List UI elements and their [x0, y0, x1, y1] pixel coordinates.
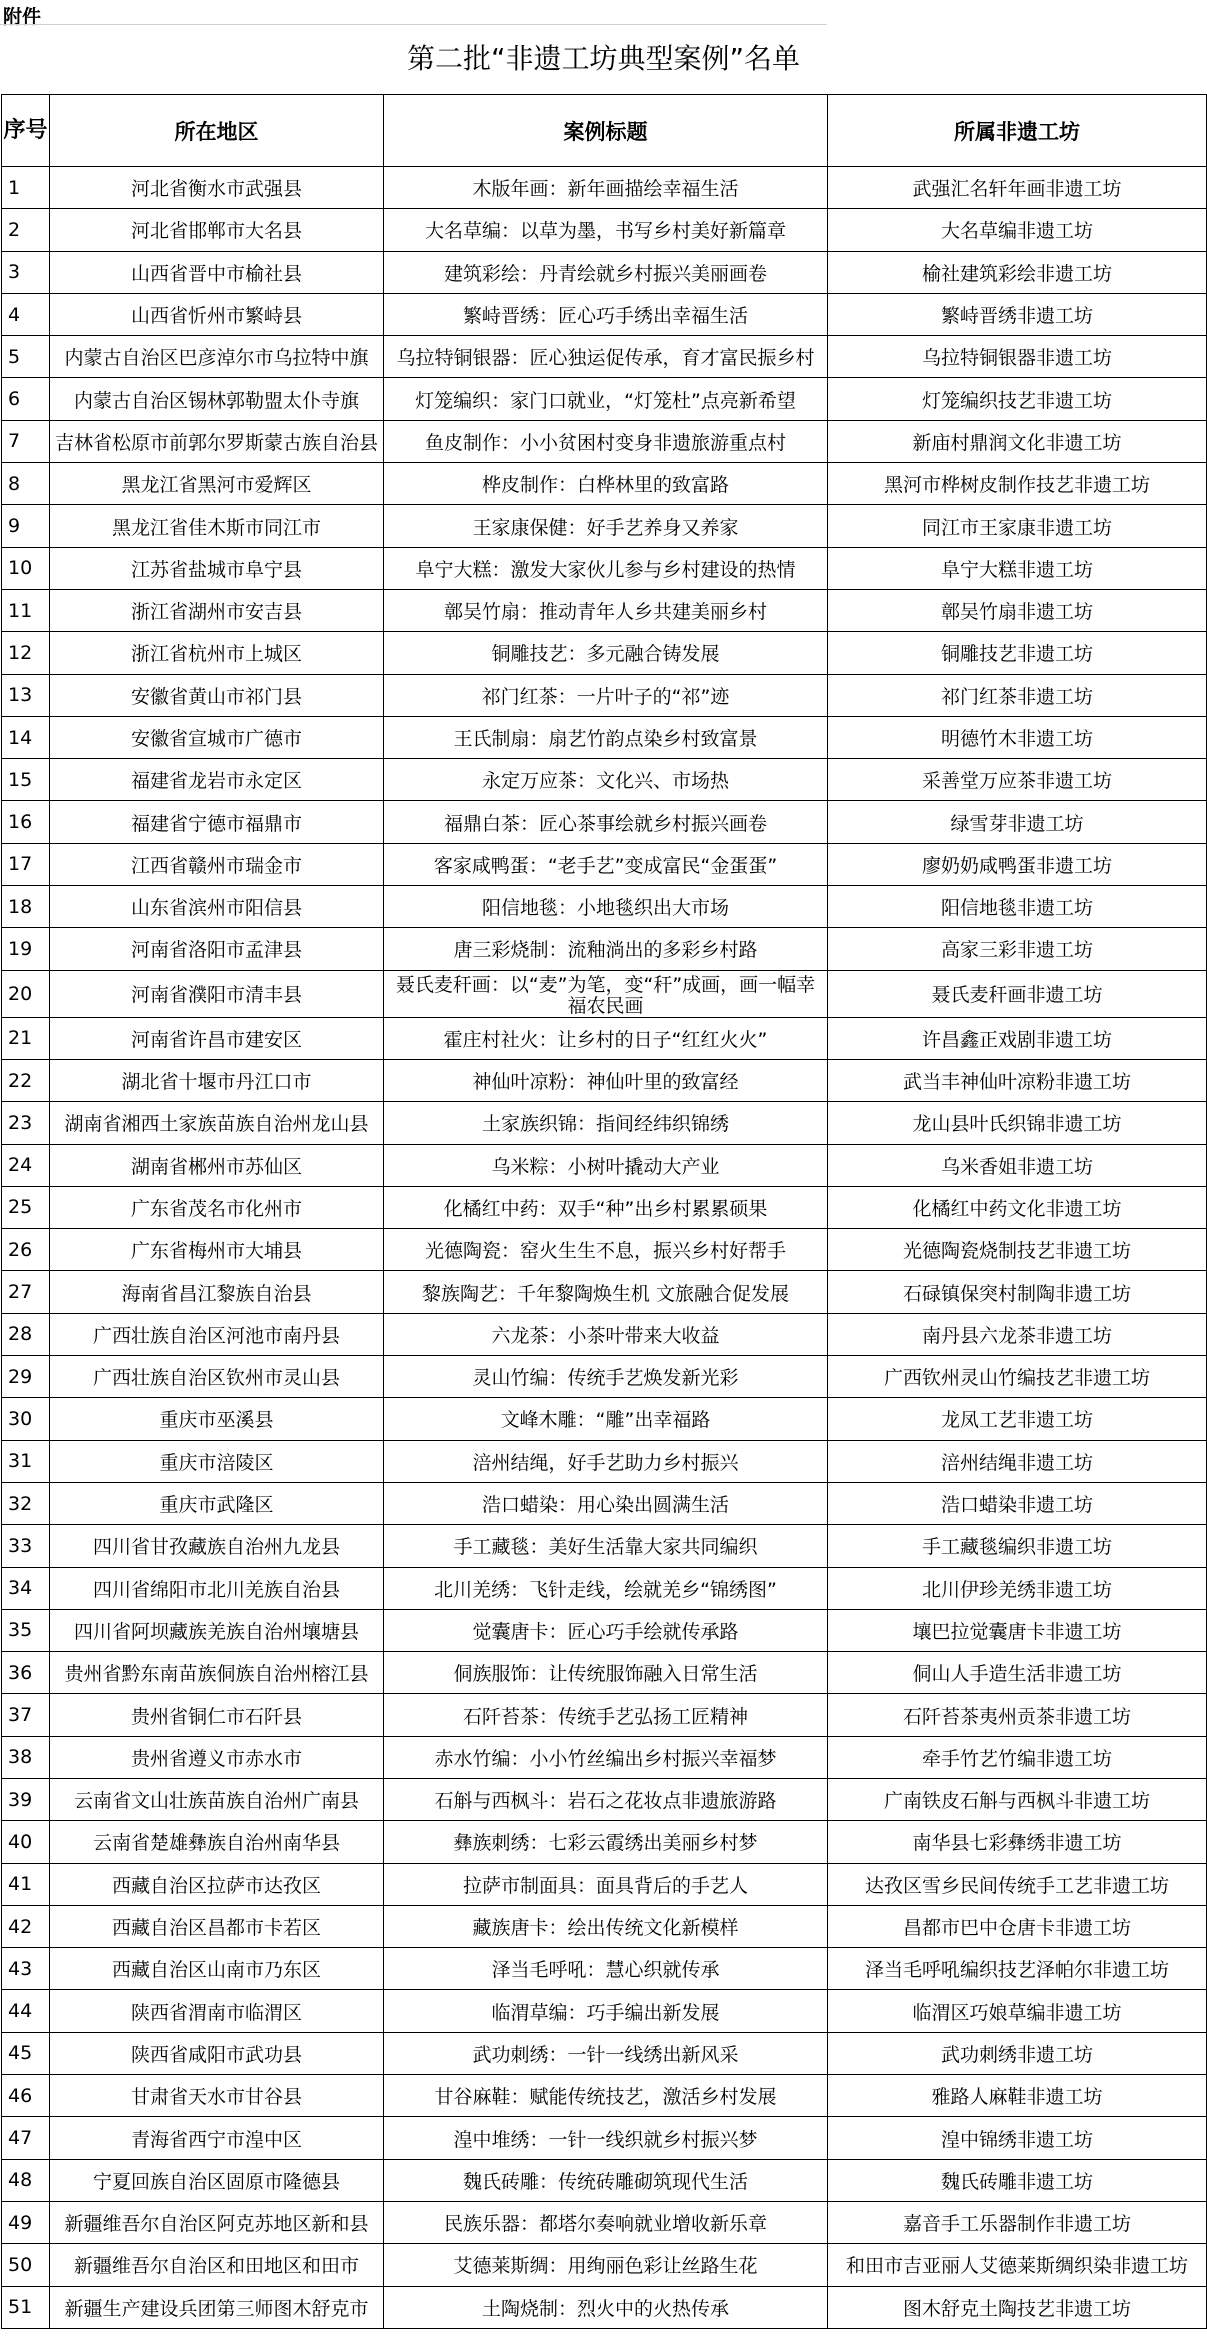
- workshop-cell: 武强汇名轩年画非遗工坊: [828, 167, 1207, 209]
- case-title-cell: 客家咸鸭蛋：“老手艺”变成富民“金蛋蛋”: [384, 843, 828, 885]
- column-header-case-title: 案例标题: [384, 95, 828, 167]
- region-cell: 山东省滨州市阳信县: [50, 886, 384, 928]
- table-row: [2, 1948, 1207, 1990]
- row-number: 34: [2, 1567, 50, 1609]
- region-cell: 重庆市武隆区: [50, 1482, 384, 1524]
- row-number: 2: [2, 209, 50, 251]
- table-row: [2, 1059, 1207, 1101]
- region-cell: 陕西省咸阳市武功县: [50, 2032, 384, 2074]
- case-title-cell: 拉萨市制面具：面具背后的手艺人: [384, 1863, 828, 1905]
- table-row: [2, 336, 1207, 378]
- workshop-cell: 壤巴拉觉囊唐卡非遗工坊: [828, 1609, 1207, 1651]
- case-title-cell: 石阡苔茶：传统手艺弘扬工匠精神: [384, 1694, 828, 1736]
- workshop-cell: 泽当毛呼吼编织技艺泽帕尔非遗工坊: [828, 1948, 1207, 1990]
- region-cell: 广东省梅州市大埔县: [50, 1229, 384, 1271]
- case-title-cell: 王家康保健：好手艺养身又养家: [384, 505, 828, 547]
- column-header-workshop: 所属非遗工坊: [828, 95, 1207, 167]
- case-title-cell: 灵山竹编：传统手艺焕发新光彩: [384, 1356, 828, 1398]
- region-cell: 四川省绵阳市北川羌族自治县: [50, 1567, 384, 1609]
- case-title-cell: 泽当毛呼吼：慧心织就传承: [384, 1948, 828, 1990]
- workshop-cell: 图木舒克土陶技艺非遗工坊: [828, 2286, 1207, 2328]
- row-number: 37: [2, 1694, 50, 1736]
- workshop-cell: 乌拉特铜银器非遗工坊: [828, 336, 1207, 378]
- table-row: [2, 378, 1207, 420]
- table-row: [2, 209, 1207, 251]
- case-title-cell: 阜宁大糕：激发大家伙儿参与乡村建设的热情: [384, 547, 828, 589]
- row-number: 36: [2, 1652, 50, 1694]
- row-number: 39: [2, 1778, 50, 1820]
- region-cell: 福建省龙岩市永定区: [50, 759, 384, 801]
- case-title-cell: 化橘红中药：双手“种”出乡村累累硕果: [384, 1186, 828, 1228]
- workshop-cell: 涪州结绳非遗工坊: [828, 1440, 1207, 1482]
- region-cell: 陕西省渭南市临渭区: [50, 1990, 384, 2032]
- case-title-cell: 彝族刺绣：七彩云霞绣出美丽乡村梦: [384, 1821, 828, 1863]
- case-title-cell: 武功刺绣：一针一线绣出新风采: [384, 2032, 828, 2074]
- region-cell: 安徽省黄山市祁门县: [50, 674, 384, 716]
- case-list-table: [1, 94, 1207, 2329]
- row-number: 1: [2, 167, 50, 209]
- case-title-cell: 土家族织锦：指间经纬织锦绣: [384, 1102, 828, 1144]
- case-title-cell: 乌米粽：小树叶撬动大产业: [384, 1144, 828, 1186]
- region-cell: 云南省文山壮族苗族自治州广南县: [50, 1778, 384, 1820]
- case-title-cell: 艾德莱斯绸：用绚丽色彩让丝路生花: [384, 2244, 828, 2286]
- row-number: 44: [2, 1990, 50, 2032]
- document-title: 第二批“非遗工坊典型案例”名单: [406, 42, 800, 75]
- row-number: 13: [2, 674, 50, 716]
- table-row: [2, 674, 1207, 716]
- workshop-cell: 牵手竹艺竹编非遗工坊: [828, 1736, 1207, 1778]
- region-cell: 西藏自治区拉萨市达孜区: [50, 1863, 384, 1905]
- region-cell: 重庆市涪陵区: [50, 1440, 384, 1482]
- row-number: 4: [2, 293, 50, 335]
- case-title-cell: 王氏制扇：扇艺竹韵点染乡村致富景: [384, 716, 828, 758]
- region-cell: 内蒙古自治区锡林郭勒盟太仆寺旗: [50, 378, 384, 420]
- case-title-cell: 桦皮制作：白桦林里的致富路: [384, 463, 828, 505]
- workshop-cell: 新庙村鼎润文化非遗工坊: [828, 420, 1207, 462]
- case-title-cell: 鱼皮制作：小小贫困村变身非遗旅游重点村: [384, 420, 828, 462]
- table-row: [2, 1778, 1207, 1820]
- region-cell: 海南省昌江黎族自治县: [50, 1271, 384, 1313]
- region-cell: 浙江省杭州市上城区: [50, 632, 384, 674]
- case-title-cell: 北川羌绣：飞针走线，绘就羌乡“锦绣图”: [384, 1567, 828, 1609]
- region-cell: 河北省衡水市武强县: [50, 167, 384, 209]
- row-number: 25: [2, 1186, 50, 1228]
- workshop-cell: 湟中锦绣非遗工坊: [828, 2117, 1207, 2159]
- row-number: 6: [2, 378, 50, 420]
- region-cell: 湖南省郴州市苏仙区: [50, 1144, 384, 1186]
- row-number: 7: [2, 420, 50, 462]
- workshop-cell: 广西钦州灵山竹编技艺非遗工坊: [828, 1356, 1207, 1398]
- case-title-cell: 藏族唐卡：绘出传统文化新模样: [384, 1905, 828, 1947]
- workshop-cell: 化橘红中药文化非遗工坊: [828, 1186, 1207, 1228]
- table-row: [2, 2159, 1207, 2201]
- workshop-cell: 北川伊珍羌绣非遗工坊: [828, 1567, 1207, 1609]
- row-number: 14: [2, 716, 50, 758]
- row-number: 10: [2, 547, 50, 589]
- row-number: 3: [2, 251, 50, 293]
- workshop-cell: 龙凤工艺非遗工坊: [828, 1398, 1207, 1440]
- workshop-cell: 达孜区雪乡民间传统手工艺非遗工坊: [828, 1863, 1207, 1905]
- workshop-cell: 铜雕技艺非遗工坊: [828, 632, 1207, 674]
- case-title-cell: 繁峙晋绣：匠心巧手绣出幸福生活: [384, 293, 828, 335]
- table-row: [2, 1313, 1207, 1355]
- table-row: [2, 2201, 1207, 2243]
- region-cell: 重庆市巫溪县: [50, 1398, 384, 1440]
- region-cell: 四川省阿坝藏族羌族自治州壤塘县: [50, 1609, 384, 1651]
- table-row: [2, 1186, 1207, 1228]
- row-number: 16: [2, 801, 50, 843]
- table-row: [2, 589, 1207, 631]
- workshop-cell: 阳信地毯非遗工坊: [828, 886, 1207, 928]
- case-title-cell: 湟中堆绣：一针一线织就乡村振兴梦: [384, 2117, 828, 2159]
- row-number: 9: [2, 505, 50, 547]
- region-cell: 贵州省铜仁市石阡县: [50, 1694, 384, 1736]
- workshop-cell: 鄣吴竹扇非遗工坊: [828, 589, 1207, 631]
- region-cell: 山西省晋中市榆社县: [50, 251, 384, 293]
- region-cell: 贵州省遵义市赤水市: [50, 1736, 384, 1778]
- row-number: 23: [2, 1102, 50, 1144]
- workshop-cell: 魏氏砖雕非遗工坊: [828, 2159, 1207, 2201]
- workshop-cell: 昌都市巴中仓唐卡非遗工坊: [828, 1905, 1207, 1947]
- region-cell: 云南省楚雄彝族自治州南华县: [50, 1821, 384, 1863]
- table-row: [2, 1609, 1207, 1651]
- region-cell: 河南省许昌市建安区: [50, 1017, 384, 1059]
- row-number: 12: [2, 632, 50, 674]
- table-row: [2, 970, 1207, 1017]
- workshop-cell: 光德陶瓷烧制技艺非遗工坊: [828, 1229, 1207, 1271]
- case-title-cell: 鄣吴竹扇：推动青年人乡共建美丽乡村: [384, 589, 828, 631]
- case-title-cell: 唐三彩烧制：流釉淌出的多彩乡村路: [384, 928, 828, 970]
- table-row: [2, 2075, 1207, 2117]
- region-cell: 黑龙江省佳木斯市同江市: [50, 505, 384, 547]
- case-title-cell: 魏氏砖雕：传统砖雕砌筑现代生活: [384, 2159, 828, 2201]
- case-title-cell: 浩口蜡染：用心染出圆满生活: [384, 1482, 828, 1524]
- case-title-cell: 霍庄村社火：让乡村的日子“红红火火”: [384, 1017, 828, 1059]
- table-row: [2, 1229, 1207, 1271]
- region-cell: 内蒙古自治区巴彦淖尔市乌拉特中旗: [50, 336, 384, 378]
- table-row: [2, 293, 1207, 335]
- region-cell: 河北省邯郸市大名县: [50, 209, 384, 251]
- table-row: [2, 2286, 1207, 2328]
- row-number: 35: [2, 1609, 50, 1651]
- row-number: 5: [2, 336, 50, 378]
- region-cell: 湖南省湘西土家族苗族自治州龙山县: [50, 1102, 384, 1144]
- case-title-cell: 甘谷麻鞋：赋能传统技艺，激活乡村发展: [384, 2075, 828, 2117]
- region-cell: 吉林省松原市前郭尔罗斯蒙古族自治县: [50, 420, 384, 462]
- region-cell: 山西省忻州市繁峙县: [50, 293, 384, 335]
- region-cell: 浙江省湖州市安吉县: [50, 589, 384, 631]
- case-title-cell: 文峰木雕：“雕”出幸福路: [384, 1398, 828, 1440]
- workshop-cell: 石碌镇保突村制陶非遗工坊: [828, 1271, 1207, 1313]
- table-row: [2, 2244, 1207, 2286]
- workshop-cell: 和田市吉亚丽人艾德莱斯绸织染非遗工坊: [828, 2244, 1207, 2286]
- row-number: 11: [2, 589, 50, 631]
- table-row: [2, 1398, 1207, 1440]
- case-title-cell: 铜雕技艺：多元融合铸发展: [384, 632, 828, 674]
- case-title-cell: 阳信地毯：小地毯织出大市场: [384, 886, 828, 928]
- table-row: [2, 1144, 1207, 1186]
- table-row: [2, 1102, 1207, 1144]
- table-header-row: [2, 95, 1207, 167]
- workshop-cell: 龙山县叶氏织锦非遗工坊: [828, 1102, 1207, 1144]
- region-cell: 湖北省十堰市丹江口市: [50, 1059, 384, 1101]
- case-title-cell: 临渭草编：巧手编出新发展: [384, 1990, 828, 2032]
- row-number: 31: [2, 1440, 50, 1482]
- workshop-cell: 大名草编非遗工坊: [828, 209, 1207, 251]
- region-cell: 青海省西宁市湟中区: [50, 2117, 384, 2159]
- table-row: [2, 759, 1207, 801]
- table-row: [2, 463, 1207, 505]
- region-cell: 广东省茂名市化州市: [50, 1186, 384, 1228]
- region-cell: 新疆维吾尔自治区和田地区和田市: [50, 2244, 384, 2286]
- case-title-cell: 乌拉特铜银器：匠心独运促传承，育才富民振乡村: [384, 336, 828, 378]
- case-title-cell: 六龙茶：小茶叶带来大收益: [384, 1313, 828, 1355]
- region-cell: 西藏自治区昌都市卡若区: [50, 1905, 384, 1947]
- table-row: [2, 251, 1207, 293]
- row-number: 19: [2, 928, 50, 970]
- case-title-cell: 赤水竹编：小小竹丝编出乡村振兴幸福梦: [384, 1736, 828, 1778]
- region-cell: 广西壮族自治区河池市南丹县: [50, 1313, 384, 1355]
- workshop-cell: 手工藏毯编织非遗工坊: [828, 1525, 1207, 1567]
- table-row: [2, 1990, 1207, 2032]
- case-title-cell: 福鼎白茶：匠心茶事绘就乡村振兴画卷: [384, 801, 828, 843]
- workshop-cell: 许昌鑫正戏剧非遗工坊: [828, 1017, 1207, 1059]
- row-number: 48: [2, 2159, 50, 2201]
- table-row: [2, 632, 1207, 674]
- case-title-cell: 石斛与西枫斗：岩石之花妆点非遗旅游路: [384, 1778, 828, 1820]
- row-number: 17: [2, 843, 50, 885]
- row-number: 30: [2, 1398, 50, 1440]
- table-row: [2, 1356, 1207, 1398]
- attachment-label: 附件: [3, 6, 42, 28]
- workshop-cell: 武功刺绣非遗工坊: [828, 2032, 1207, 2074]
- column-header-number: 序号: [2, 95, 50, 167]
- case-title-cell: 祁门红茶：一片叶子的“祁”迹: [384, 674, 828, 716]
- row-number: 21: [2, 1017, 50, 1059]
- workshop-cell: 聂氏麦秆画非遗工坊: [828, 970, 1207, 1017]
- row-number: 47: [2, 2117, 50, 2159]
- case-title-cell: 土陶烧制：烈火中的火热传承: [384, 2286, 828, 2328]
- table-row: [2, 2032, 1207, 2074]
- row-number: 27: [2, 1271, 50, 1313]
- row-number: 33: [2, 1525, 50, 1567]
- row-number: 41: [2, 1863, 50, 1905]
- workshop-cell: 阜宁大糕非遗工坊: [828, 547, 1207, 589]
- row-number: 42: [2, 1905, 50, 1947]
- table-row: [2, 1525, 1207, 1567]
- case-title-cell: 民族乐器：都塔尔奏响就业增收新乐章: [384, 2201, 828, 2243]
- case-title-cell: 灯笼编织：家门口就业，“灯笼杜”点亮新希望: [384, 378, 828, 420]
- row-number: 29: [2, 1356, 50, 1398]
- table-row: [2, 2117, 1207, 2159]
- region-cell: 广西壮族自治区钦州市灵山县: [50, 1356, 384, 1398]
- region-cell: 河南省濮阳市清丰县: [50, 970, 384, 1017]
- case-title-cell: 涪州结绳，好手艺助力乡村振兴: [384, 1440, 828, 1482]
- case-title-cell: 手工藏毯：美好生活靠大家共同编织: [384, 1525, 828, 1567]
- workshop-cell: 南华县七彩彝绣非遗工坊: [828, 1821, 1207, 1863]
- workshop-cell: 武当丰神仙叶凉粉非遗工坊: [828, 1059, 1207, 1101]
- region-cell: 四川省甘孜藏族自治州九龙县: [50, 1525, 384, 1567]
- case-title-cell: 聂氏麦秆画：以“麦”为笔，变“秆”成画，画一幅幸福农民画: [384, 970, 828, 1017]
- table-row: [2, 505, 1207, 547]
- case-title-cell: 侗族服饰：让传统服饰融入日常生活: [384, 1652, 828, 1694]
- table-row: [2, 1821, 1207, 1863]
- workshop-cell: 灯笼编织技艺非遗工坊: [828, 378, 1207, 420]
- workshop-cell: 侗山人手造生活非遗工坊: [828, 1652, 1207, 1694]
- row-number: 40: [2, 1821, 50, 1863]
- workshop-cell: 高家三彩非遗工坊: [828, 928, 1207, 970]
- table-row: [2, 928, 1207, 970]
- workshop-cell: 繁峙晋绣非遗工坊: [828, 293, 1207, 335]
- row-number: 43: [2, 1948, 50, 1990]
- region-cell: 河南省洛阳市孟津县: [50, 928, 384, 970]
- row-number: 45: [2, 2032, 50, 2074]
- row-number: 28: [2, 1313, 50, 1355]
- case-title-cell: 黎族陶艺：千年黎陶焕生机 文旅融合促发展: [384, 1271, 828, 1313]
- row-number: 24: [2, 1144, 50, 1186]
- region-cell: 黑龙江省黑河市爱辉区: [50, 463, 384, 505]
- workshop-cell: 浩口蜡染非遗工坊: [828, 1482, 1207, 1524]
- region-cell: 西藏自治区山南市乃东区: [50, 1948, 384, 1990]
- row-number: 49: [2, 2201, 50, 2243]
- table-row: [2, 716, 1207, 758]
- case-title-cell: 神仙叶凉粉：神仙叶里的致富经: [384, 1059, 828, 1101]
- row-number: 18: [2, 886, 50, 928]
- workshop-cell: 榆社建筑彩绘非遗工坊: [828, 251, 1207, 293]
- table-row: [2, 1271, 1207, 1313]
- workshop-cell: 绿雪芽非遗工坊: [828, 801, 1207, 843]
- workshop-cell: 采善堂万应茶非遗工坊: [828, 759, 1207, 801]
- row-number: 51: [2, 2286, 50, 2328]
- workshop-cell: 祁门红茶非遗工坊: [828, 674, 1207, 716]
- table-row: [2, 1905, 1207, 1947]
- case-title-cell: 建筑彩绘：丹青绘就乡村振兴美丽画卷: [384, 251, 828, 293]
- case-title-cell: 大名草编：以草为墨，书写乡村美好新篇章: [384, 209, 828, 251]
- workshop-cell: 乌米香姐非遗工坊: [828, 1144, 1207, 1186]
- region-cell: 新疆生产建设兵团第三师图木舒克市: [50, 2286, 384, 2328]
- table-row: [2, 1652, 1207, 1694]
- row-number: 38: [2, 1736, 50, 1778]
- region-cell: 贵州省黔东南苗族侗族自治州榕江县: [50, 1652, 384, 1694]
- workshop-cell: 明德竹木非遗工坊: [828, 716, 1207, 758]
- table-row: [2, 167, 1207, 209]
- workshop-cell: 同江市王家康非遗工坊: [828, 505, 1207, 547]
- table-row: [2, 886, 1207, 928]
- region-cell: 宁夏回族自治区固原市隆德县: [50, 2159, 384, 2201]
- table-row: [2, 1694, 1207, 1736]
- table-row: [2, 1017, 1207, 1059]
- table-row: [2, 801, 1207, 843]
- table-row: [2, 1567, 1207, 1609]
- region-cell: 江苏省盐城市阜宁县: [50, 547, 384, 589]
- table-row: [2, 420, 1207, 462]
- region-cell: 安徽省宣城市广德市: [50, 716, 384, 758]
- region-cell: 福建省宁德市福鼎市: [50, 801, 384, 843]
- case-title-cell: 永定万应茶：文化兴、市场热: [384, 759, 828, 801]
- row-number: 22: [2, 1059, 50, 1101]
- workshop-cell: 石阡苔茶夷州贡茶非遗工坊: [828, 1694, 1207, 1736]
- column-header-region: 所在地区: [50, 95, 384, 167]
- row-number: 26: [2, 1229, 50, 1271]
- row-number: 46: [2, 2075, 50, 2117]
- workshop-cell: 嘉音手工乐器制作非遗工坊: [828, 2201, 1207, 2243]
- case-title-cell: 木版年画：新年画描绘幸福生活: [384, 167, 828, 209]
- workshop-cell: 雅路人麻鞋非遗工坊: [828, 2075, 1207, 2117]
- table-row: [2, 1440, 1207, 1482]
- row-number: 50: [2, 2244, 50, 2286]
- table-row: [2, 1863, 1207, 1905]
- region-cell: 江西省赣州市瑞金市: [50, 843, 384, 885]
- table-row: [2, 843, 1207, 885]
- case-title-cell: 光德陶瓷：窑火生生不息，振兴乡村好帮手: [384, 1229, 828, 1271]
- table-row: [2, 547, 1207, 589]
- table-row: [2, 1736, 1207, 1778]
- row-number: 20: [2, 970, 50, 1017]
- row-number: 8: [2, 463, 50, 505]
- case-title-cell: 觉囊唐卡：匠心巧手绘就传承路: [384, 1609, 828, 1651]
- row-number: 15: [2, 759, 50, 801]
- region-cell: 新疆维吾尔自治区阿克苏地区新和县: [50, 2201, 384, 2243]
- workshop-cell: 廖奶奶咸鸭蛋非遗工坊: [828, 843, 1207, 885]
- workshop-cell: 南丹县六龙茶非遗工坊: [828, 1313, 1207, 1355]
- row-number: 32: [2, 1482, 50, 1524]
- table-row: [2, 1482, 1207, 1524]
- workshop-cell: 临渭区巧娘草编非遗工坊: [828, 1990, 1207, 2032]
- workshop-cell: 黑河市桦树皮制作技艺非遗工坊: [828, 463, 1207, 505]
- region-cell: 甘肃省天水市甘谷县: [50, 2075, 384, 2117]
- workshop-cell: 广南铁皮石斛与西枫斗非遗工坊: [828, 1778, 1207, 1820]
